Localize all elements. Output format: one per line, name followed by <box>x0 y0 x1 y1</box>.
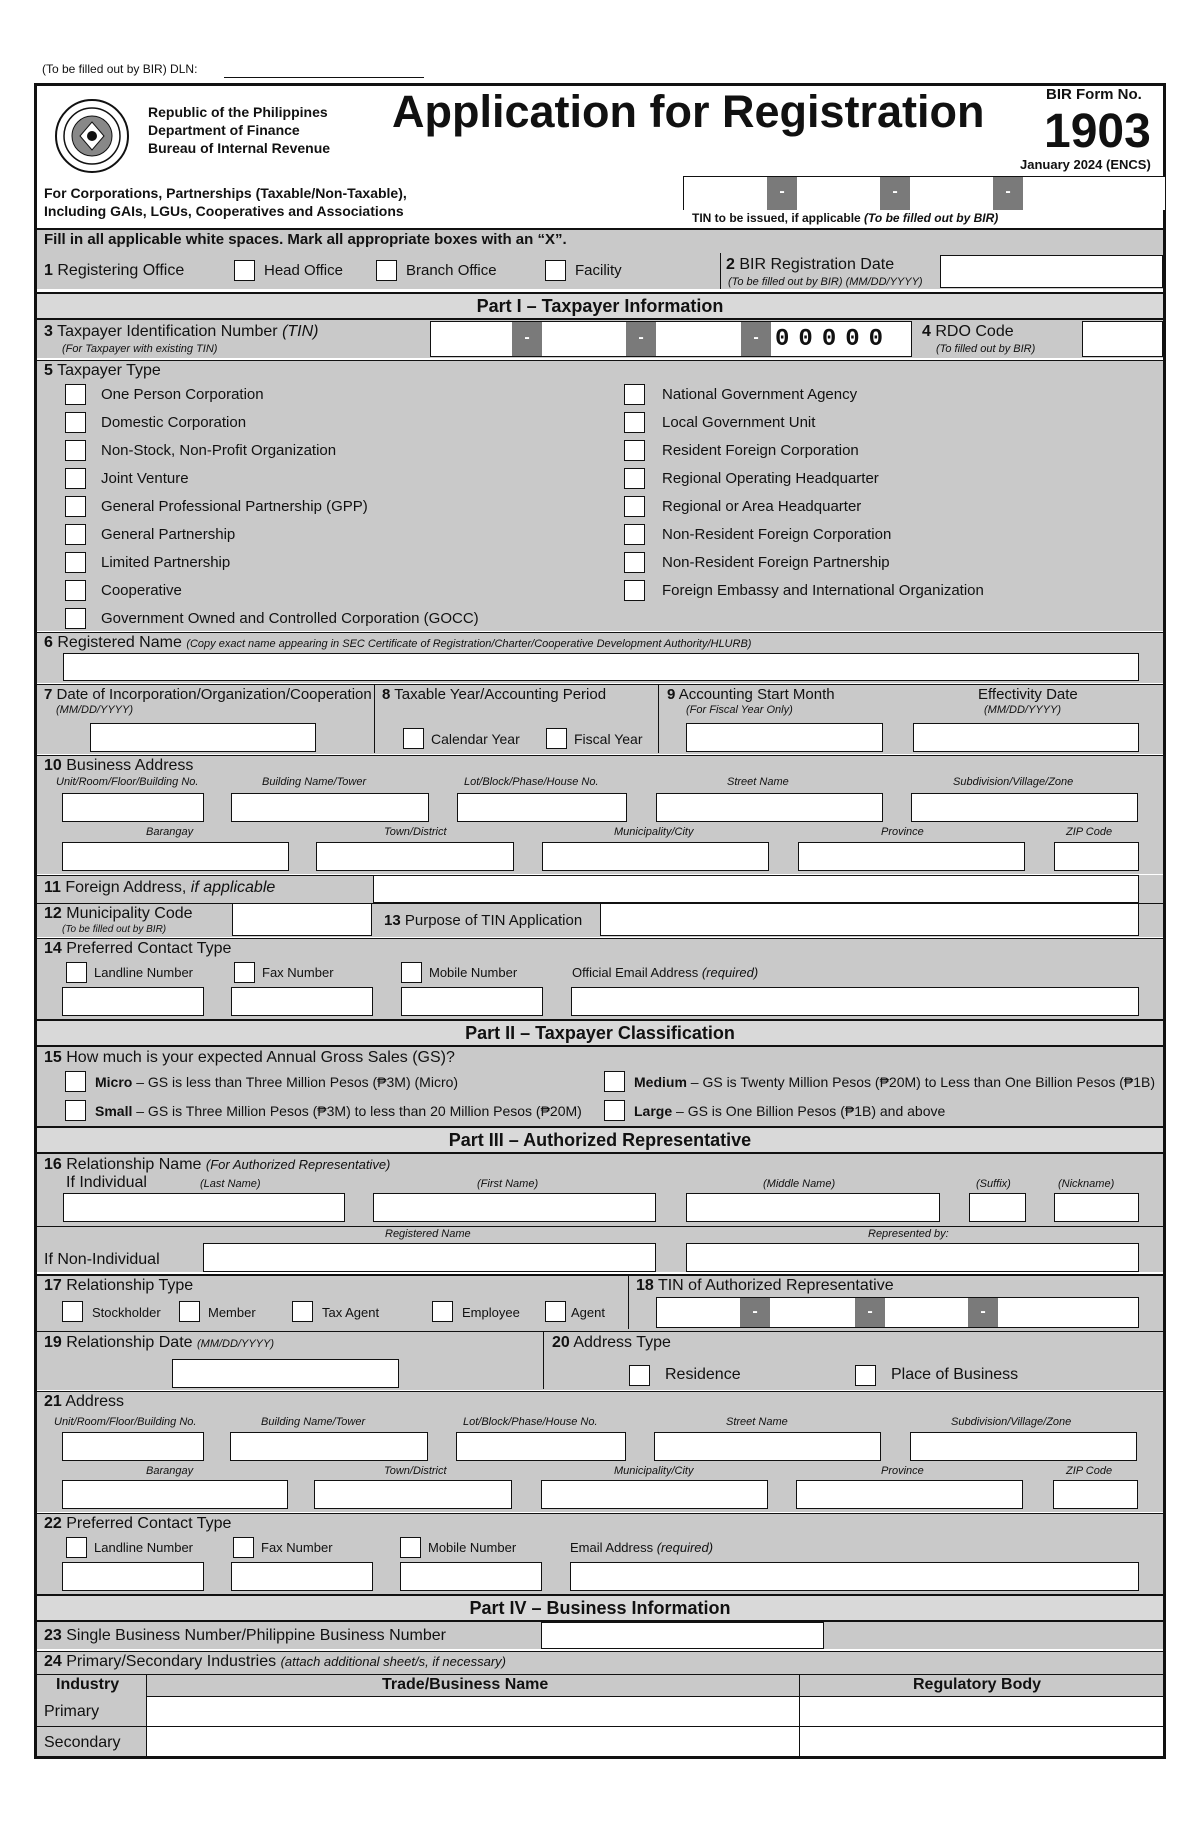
field-caption: Province <box>881 826 924 838</box>
nickname-field[interactable] <box>1054 1193 1139 1222</box>
rep-zip-code-field[interactable] <box>1053 1480 1138 1509</box>
subtitle-line: Including GAIs, LGUs, Cooperatives and Associations <box>44 203 404 219</box>
employee-checkbox[interactable] <box>432 1301 453 1322</box>
option-label: Fiscal Year <box>574 731 643 747</box>
item-number: 4 <box>922 323 931 340</box>
item-note: (Copy exact name appearing in SEC Certificate of Registration/Charter/Cooperative Development Authority/HLURB) <box>186 638 752 650</box>
field-caption: Barangay <box>146 826 194 838</box>
subtitle-line: For Corporations, Partnerships (Taxable/Non-Taxable), <box>44 185 407 201</box>
option-label: Residence <box>665 1366 741 1383</box>
rdo-code-field[interactable] <box>1082 321 1163 357</box>
taxpayer-type-checkbox[interactable] <box>624 468 645 489</box>
part-3-header: Part III – Authorized Representative <box>37 1126 1163 1154</box>
divider <box>658 684 659 753</box>
digit: 0 <box>798 326 822 353</box>
item-number: 17 <box>44 1277 62 1294</box>
branch-code-digits <box>775 326 892 353</box>
item-number: 1 <box>44 262 53 279</box>
option-label: Branch Office <box>406 262 497 279</box>
option-label: One Person Corporation <box>101 386 264 403</box>
option-label: Facility <box>575 262 622 279</box>
row-bg <box>1139 875 1163 903</box>
residence-checkbox[interactable] <box>629 1365 650 1386</box>
item-note: (For Taxpayer with existing TIN) <box>62 343 218 355</box>
option-label: Head Office <box>264 262 343 279</box>
item-number: 2 <box>726 256 735 273</box>
dln-label: (To be filled out by BIR) DLN: <box>42 62 198 76</box>
lot-block-field[interactable] <box>457 793 627 822</box>
taxpayer-type-checkbox[interactable] <box>65 440 86 461</box>
effectivity-date-label: Effectivity Date <box>978 686 1078 703</box>
option-label: Mobile Number <box>429 965 518 980</box>
form-subtitle <box>44 184 407 220</box>
item-number: 15 <box>44 1049 62 1066</box>
taxpayer-type-checkbox[interactable] <box>65 580 86 601</box>
divider <box>37 1226 1163 1227</box>
small-desc: – GS is Three Million Pesos (₱3M) to less than 20 Million Pesos (₱20M) <box>132 1103 582 1119</box>
table-header: Industry <box>56 1676 120 1693</box>
table-row-label: Secondary <box>44 1734 121 1751</box>
item-number: 8 <box>382 686 391 703</box>
foreign-address-label: Foreign Address, <box>65 879 187 896</box>
field-caption: (First Name) <box>477 1178 539 1190</box>
facility-checkbox[interactable] <box>545 260 566 281</box>
agency-line: Bureau of Internal Revenue <box>148 140 331 156</box>
registering-office-label: Registering Office <box>57 262 185 279</box>
town-district-field[interactable] <box>316 842 514 871</box>
option-label: Mobile Number <box>428 1540 517 1555</box>
field-caption: Lot/Block/Phase/House No. <box>464 776 599 788</box>
option-label: National Government Agency <box>662 386 858 403</box>
contact-type-label: Preferred Contact Type <box>66 940 232 957</box>
divider <box>37 1726 1163 1727</box>
rep-municipality-field[interactable] <box>541 1480 768 1509</box>
option-label: Calendar Year <box>431 731 520 747</box>
member-checkbox[interactable] <box>179 1301 200 1322</box>
non-individual-label: If Non-Individual <box>44 1251 160 1268</box>
tin-label: Taxpayer Identification Number <box>57 323 278 340</box>
agency-line: Department of Finance <box>148 122 300 138</box>
field-caption: ZIP Code <box>1066 1465 1113 1477</box>
option-label: Agent <box>571 1305 605 1320</box>
item-note: (For Fiscal Year Only) <box>686 704 793 716</box>
item-note: (To filled out by BIR) <box>936 343 1036 355</box>
secondary-business-name-field[interactable] <box>148 1728 798 1756</box>
field-caption: Municipality/City <box>614 826 694 838</box>
field-caption: Building Name/Tower <box>261 1416 366 1428</box>
relationship-name-label: Relationship Name <box>66 1156 202 1173</box>
option-label: Limited Partnership <box>101 554 231 571</box>
part-4-header: Part IV – Business Information <box>37 1594 1163 1622</box>
rep-email-field[interactable] <box>570 1562 1139 1591</box>
form-version: January 2024 (ENCS) <box>1020 157 1151 172</box>
business-address-label: Business Address <box>66 757 194 774</box>
item-number: 12 <box>44 905 62 922</box>
note-main: TIN to be issued, if applicable <box>692 211 861 225</box>
taxpayer-type-checkbox[interactable] <box>624 580 645 601</box>
fax-number-field[interactable] <box>231 987 373 1016</box>
large-desc: – GS is One Billion Pesos (₱1B) and above <box>672 1103 946 1119</box>
middle-name-field[interactable] <box>686 1193 940 1222</box>
field-caption: Unit/Room/Floor/Building No. <box>56 776 199 788</box>
rep-subdivision-field[interactable] <box>910 1432 1137 1461</box>
digit: 0 <box>845 326 869 353</box>
option-label: Government Owned and Controlled Corporation (GOCC) <box>101 610 479 627</box>
street-name-field[interactable] <box>656 793 883 822</box>
item-number: 22 <box>44 1515 62 1532</box>
item-note: (To be filled out by BIR) <box>62 924 167 935</box>
item-number: 16 <box>44 1156 62 1173</box>
incorporation-date-field[interactable] <box>90 723 316 752</box>
option-label: Local Government Unit <box>662 414 816 431</box>
zip-code-field[interactable] <box>1054 842 1139 871</box>
divider <box>374 684 375 753</box>
item-note: (MM/DD/YYYY) <box>56 704 133 716</box>
secondary-regulatory-body-field[interactable] <box>801 1728 1161 1756</box>
taxpayer-type-checkbox[interactable] <box>65 552 86 573</box>
taxpayer-type-checkbox[interactable] <box>65 412 86 433</box>
email-note: (required) <box>656 1540 714 1555</box>
field-caption: Building Name/Tower <box>262 776 367 788</box>
primary-regulatory-body-field[interactable] <box>801 1697 1161 1725</box>
option-label: Member <box>208 1305 256 1320</box>
option-label: Regional or Area Headquarter <box>662 498 862 515</box>
rep-unit-room-field[interactable] <box>62 1432 204 1461</box>
option-label: Non-Resident Foreign Partnership <box>662 554 890 571</box>
field-caption: Province <box>881 1465 924 1477</box>
small-checkbox[interactable] <box>65 1100 86 1121</box>
email-note: (required) <box>701 965 759 980</box>
relationship-date-field[interactable] <box>172 1359 399 1388</box>
item-number: 21 <box>44 1393 62 1410</box>
head-office-checkbox[interactable] <box>234 260 255 281</box>
field-caption: Town/District <box>384 1465 447 1477</box>
agency-block <box>148 103 330 157</box>
taxpayer-type-checkbox[interactable] <box>65 496 86 517</box>
municipality-code-label: Municipality Code <box>66 905 193 922</box>
field-caption: (Middle Name) <box>763 1178 836 1190</box>
field-caption: Registered Name <box>385 1228 471 1240</box>
tin-dash: - <box>767 177 797 210</box>
rep-lot-block-field[interactable] <box>456 1432 626 1461</box>
incorporation-date-label: Date of Incorporation/Organization/Cooperation <box>56 686 372 703</box>
effectivity-date-field[interactable] <box>913 723 1139 752</box>
field-caption: Town/District <box>384 826 447 838</box>
tin-dash: - <box>968 1298 998 1327</box>
table-header: Regulatory Body <box>913 1676 1042 1693</box>
rep-province-field[interactable] <box>796 1480 1023 1509</box>
email-label: Email Address <box>570 1540 654 1555</box>
mobile-checkbox[interactable] <box>401 962 422 983</box>
item-number: 3 <box>44 323 53 340</box>
fax-checkbox[interactable] <box>234 962 255 983</box>
option-label: Fax Number <box>262 965 334 980</box>
option-label: Domestic Corporation <box>101 414 247 431</box>
option-label: Fax Number <box>261 1540 333 1555</box>
taxpayer-type-checkbox[interactable] <box>65 524 86 545</box>
field-caption: (Nickname) <box>1058 1178 1115 1190</box>
tin-dash: - <box>740 1298 770 1327</box>
address-label: Address <box>65 1393 125 1410</box>
field-caption: Represented by: <box>868 1228 949 1240</box>
taxpayer-type-checkbox[interactable] <box>624 412 645 433</box>
bir-seal-icon <box>52 98 132 174</box>
tin-purpose-field[interactable] <box>600 903 1139 936</box>
table-header: Trade/Business Name <box>382 1676 549 1693</box>
item-note: (MM/DD/YYYY) <box>197 1338 274 1350</box>
issued-tin-field[interactable] <box>683 176 1165 210</box>
item-number: 13 <box>384 912 401 929</box>
business-number-label: Single Business Number/Philippine Business Number <box>66 1627 446 1644</box>
tin-dash: - <box>880 177 910 210</box>
registered-name-label: Registered Name <box>57 634 182 651</box>
municipality-code-field[interactable] <box>232 903 372 936</box>
municipality-field[interactable] <box>542 842 769 871</box>
part-2-header: Part II – Taxpayer Classification <box>37 1019 1163 1047</box>
item-number: 11 <box>44 879 61 896</box>
item-number: 24 <box>44 1653 62 1670</box>
rep-tin-field[interactable] <box>656 1297 1139 1328</box>
field-caption: (Suffix) <box>976 1178 1011 1190</box>
first-name-field[interactable] <box>373 1193 656 1222</box>
tin-dash: - <box>626 322 656 356</box>
rep-tin-label: TIN of Authorized Representative <box>657 1277 894 1294</box>
field-caption: Barangay <box>146 1465 194 1477</box>
rep-fax-field[interactable] <box>231 1562 373 1591</box>
divider <box>146 1674 147 1758</box>
suffix-field[interactable] <box>969 1193 1026 1222</box>
large-title: Large <box>634 1103 673 1119</box>
rep-street-name-field[interactable] <box>654 1432 881 1461</box>
option-label: General Professional Partnership (GPP) <box>101 498 368 515</box>
taxpayer-type-label: Taxpayer Type <box>57 362 161 379</box>
stockholder-checkbox[interactable] <box>62 1301 83 1322</box>
dln-field[interactable] <box>224 77 424 78</box>
small-title: Small <box>95 1103 133 1119</box>
rep-fax-checkbox[interactable] <box>233 1537 254 1558</box>
taxpayer-type-checkbox[interactable] <box>65 384 86 405</box>
fiscal-year-checkbox[interactable] <box>546 728 567 749</box>
tin-dash: - <box>993 177 1023 210</box>
landline-number-field[interactable] <box>62 987 204 1016</box>
landline-checkbox[interactable] <box>66 962 87 983</box>
rdo-label: RDO Code <box>935 323 1014 340</box>
relationship-name-italic: (For Authorized Representative) <box>205 1157 391 1172</box>
foreign-address-italic: if applicable <box>190 879 276 896</box>
divider <box>628 1274 629 1329</box>
address-type-label: Address Type <box>573 1334 671 1351</box>
form-no-label: BIR Form No. <box>1046 86 1142 103</box>
rep-town-district-field[interactable] <box>314 1480 512 1509</box>
digit: 0 <box>868 326 893 353</box>
business-number-field[interactable] <box>541 1622 824 1649</box>
unit-room-field[interactable] <box>62 793 204 822</box>
tin-dash: - <box>855 1298 885 1327</box>
field-caption: ZIP Code <box>1066 826 1113 838</box>
divider <box>543 1331 544 1389</box>
accounting-month-label: Accounting Start Month <box>678 686 835 703</box>
item-number: 9 <box>667 686 676 703</box>
medium-checkbox[interactable] <box>604 1071 625 1092</box>
taxpayer-type-checkbox[interactable] <box>624 440 645 461</box>
rep-mobile-field[interactable] <box>400 1562 542 1591</box>
item-note: (attach additional sheet/s, if necessary) <box>280 1654 507 1669</box>
medium-desc: – GS is Twenty Million Pesos (₱20M) to Less than One Billion Pesos (₱1B) <box>686 1074 1156 1090</box>
instruction-text: Fill in all applicable white spaces. Mark all appropriate boxes with an “X”. <box>44 231 567 248</box>
accounting-start-month-field[interactable] <box>686 723 883 752</box>
rep-contact-type-label: Preferred Contact Type <box>66 1515 232 1532</box>
option-label: General Partnership <box>101 526 236 543</box>
item-number: 19 <box>44 1334 62 1351</box>
rep-barangay-field[interactable] <box>62 1480 288 1509</box>
province-field[interactable] <box>798 842 1025 871</box>
divider <box>799 1674 800 1758</box>
item-number: 23 <box>44 1627 62 1644</box>
field-caption: Unit/Room/Floor/Building No. <box>54 1416 197 1428</box>
item-number: 5 <box>44 362 53 379</box>
place-of-business-checkbox[interactable] <box>855 1365 876 1386</box>
last-name-field[interactable] <box>63 1193 345 1222</box>
option-label: Stockholder <box>92 1305 161 1320</box>
option-label: Employee <box>462 1305 520 1320</box>
email-address-field[interactable] <box>571 987 1139 1016</box>
option-label: Non-Resident Foreign Corporation <box>662 526 892 543</box>
table-row-label: Primary <box>44 1703 100 1720</box>
registration-date-label: BIR Registration Date <box>739 256 895 273</box>
foreign-address-field[interactable] <box>373 875 1139 903</box>
digit: 0 <box>775 326 799 353</box>
industries-label: Primary/Secondary Industries <box>66 1653 277 1670</box>
field-caption: Street Name <box>727 776 789 788</box>
issued-tin-note <box>692 211 998 225</box>
field-caption: Subdivision/Village/Zone <box>953 776 1074 788</box>
rep-building-name-field[interactable] <box>230 1432 428 1461</box>
medium-title: Medium <box>634 1074 687 1090</box>
taxpayer-type-checkbox[interactable] <box>624 524 645 545</box>
option-label: Resident Foreign Corporation <box>662 442 859 459</box>
field-caption: Municipality/City <box>614 1465 694 1477</box>
large-checkbox[interactable] <box>604 1100 625 1121</box>
tin-dash: - <box>512 322 542 356</box>
option-label: Tax Agent <box>322 1305 380 1320</box>
branch-office-checkbox[interactable] <box>376 260 397 281</box>
item-number: 18 <box>636 1277 654 1294</box>
micro-desc: – GS is less than Three Million Pesos (₱3M) (Micro) <box>132 1074 459 1090</box>
option-label: Foreign Embassy and International Organization <box>662 582 984 599</box>
micro-checkbox[interactable] <box>65 1071 86 1092</box>
agent-checkbox[interactable] <box>545 1301 566 1322</box>
form-number: 1903 <box>1044 105 1151 158</box>
tax-agent-checkbox[interactable] <box>292 1301 313 1322</box>
item-number: 14 <box>44 940 62 957</box>
rep-landline-checkbox[interactable] <box>66 1537 87 1558</box>
item-note: (MM/DD/YYYY) <box>984 704 1061 716</box>
rep-landline-field[interactable] <box>62 1562 204 1591</box>
relationship-type-label: Relationship Type <box>66 1277 194 1294</box>
registered-name-field[interactable] <box>63 653 1139 681</box>
represented-by-field[interactable] <box>686 1243 1139 1272</box>
primary-business-name-field[interactable] <box>148 1697 798 1725</box>
taxpayer-type-checkbox[interactable] <box>624 384 645 405</box>
taxpayer-type-checkbox[interactable] <box>624 496 645 517</box>
taxpayer-type-checkbox[interactable] <box>65 608 86 629</box>
gross-sales-label: How much is your expected Annual Gross Sales (GS)? <box>66 1049 455 1066</box>
note-italic: (To be filled out by BIR) <box>864 211 999 225</box>
barangay-field[interactable] <box>62 842 289 871</box>
taxpayer-type-checkbox[interactable] <box>65 468 86 489</box>
option-label: Regional Operating Headquarter <box>662 470 879 487</box>
option-label: Non-Stock, Non-Profit Organization <box>101 442 337 459</box>
agency-line: Republic of the Philippines <box>148 104 328 120</box>
individual-label: If Individual <box>66 1174 147 1191</box>
form-title: Application for Registration <box>392 86 985 137</box>
micro-title: Micro <box>95 1074 133 1090</box>
taxpayer-type-checkbox[interactable] <box>624 552 645 573</box>
rep-mobile-checkbox[interactable] <box>400 1537 421 1558</box>
calendar-year-checkbox[interactable] <box>403 728 424 749</box>
mobile-number-field[interactable] <box>401 987 543 1016</box>
divider <box>720 253 721 289</box>
field-caption: Lot/Block/Phase/House No. <box>463 1416 598 1428</box>
digit: 0 <box>821 326 846 353</box>
tin-label-italic: (TIN) <box>282 323 319 340</box>
option-label: Joint Venture <box>101 470 189 487</box>
field-caption: Street Name <box>726 1416 788 1428</box>
tin-dash: - <box>741 322 771 356</box>
item-number: 7 <box>44 686 53 703</box>
item-number: 6 <box>44 634 53 651</box>
building-name-field[interactable] <box>231 793 429 822</box>
subdivision-field[interactable] <box>911 793 1138 822</box>
part-1-header: Part I – Taxpayer Information <box>37 292 1163 320</box>
option-label: Cooperative <box>101 582 182 599</box>
item-note: (To be filled out by BIR) (MM/DD/YYYY) <box>728 276 923 288</box>
taxable-year-label: Taxable Year/Accounting Period <box>394 686 607 703</box>
relationship-date-label: Relationship Date <box>66 1334 193 1351</box>
option-label: Landline Number <box>94 1540 194 1555</box>
tin-purpose-label: Purpose of TIN Application <box>404 912 583 929</box>
option-label: Place of Business <box>891 1366 1019 1383</box>
field-caption: Subdivision/Village/Zone <box>951 1416 1072 1428</box>
email-label: Official Email Address <box>572 965 699 980</box>
registration-date-field[interactable] <box>940 255 1163 288</box>
option-label: Landline Number <box>94 965 194 980</box>
field-caption: (Last Name) <box>200 1178 261 1190</box>
item-number: 20 <box>552 1334 570 1351</box>
item-number: 10 <box>44 757 62 774</box>
registered-name-rep-field[interactable] <box>203 1243 656 1272</box>
